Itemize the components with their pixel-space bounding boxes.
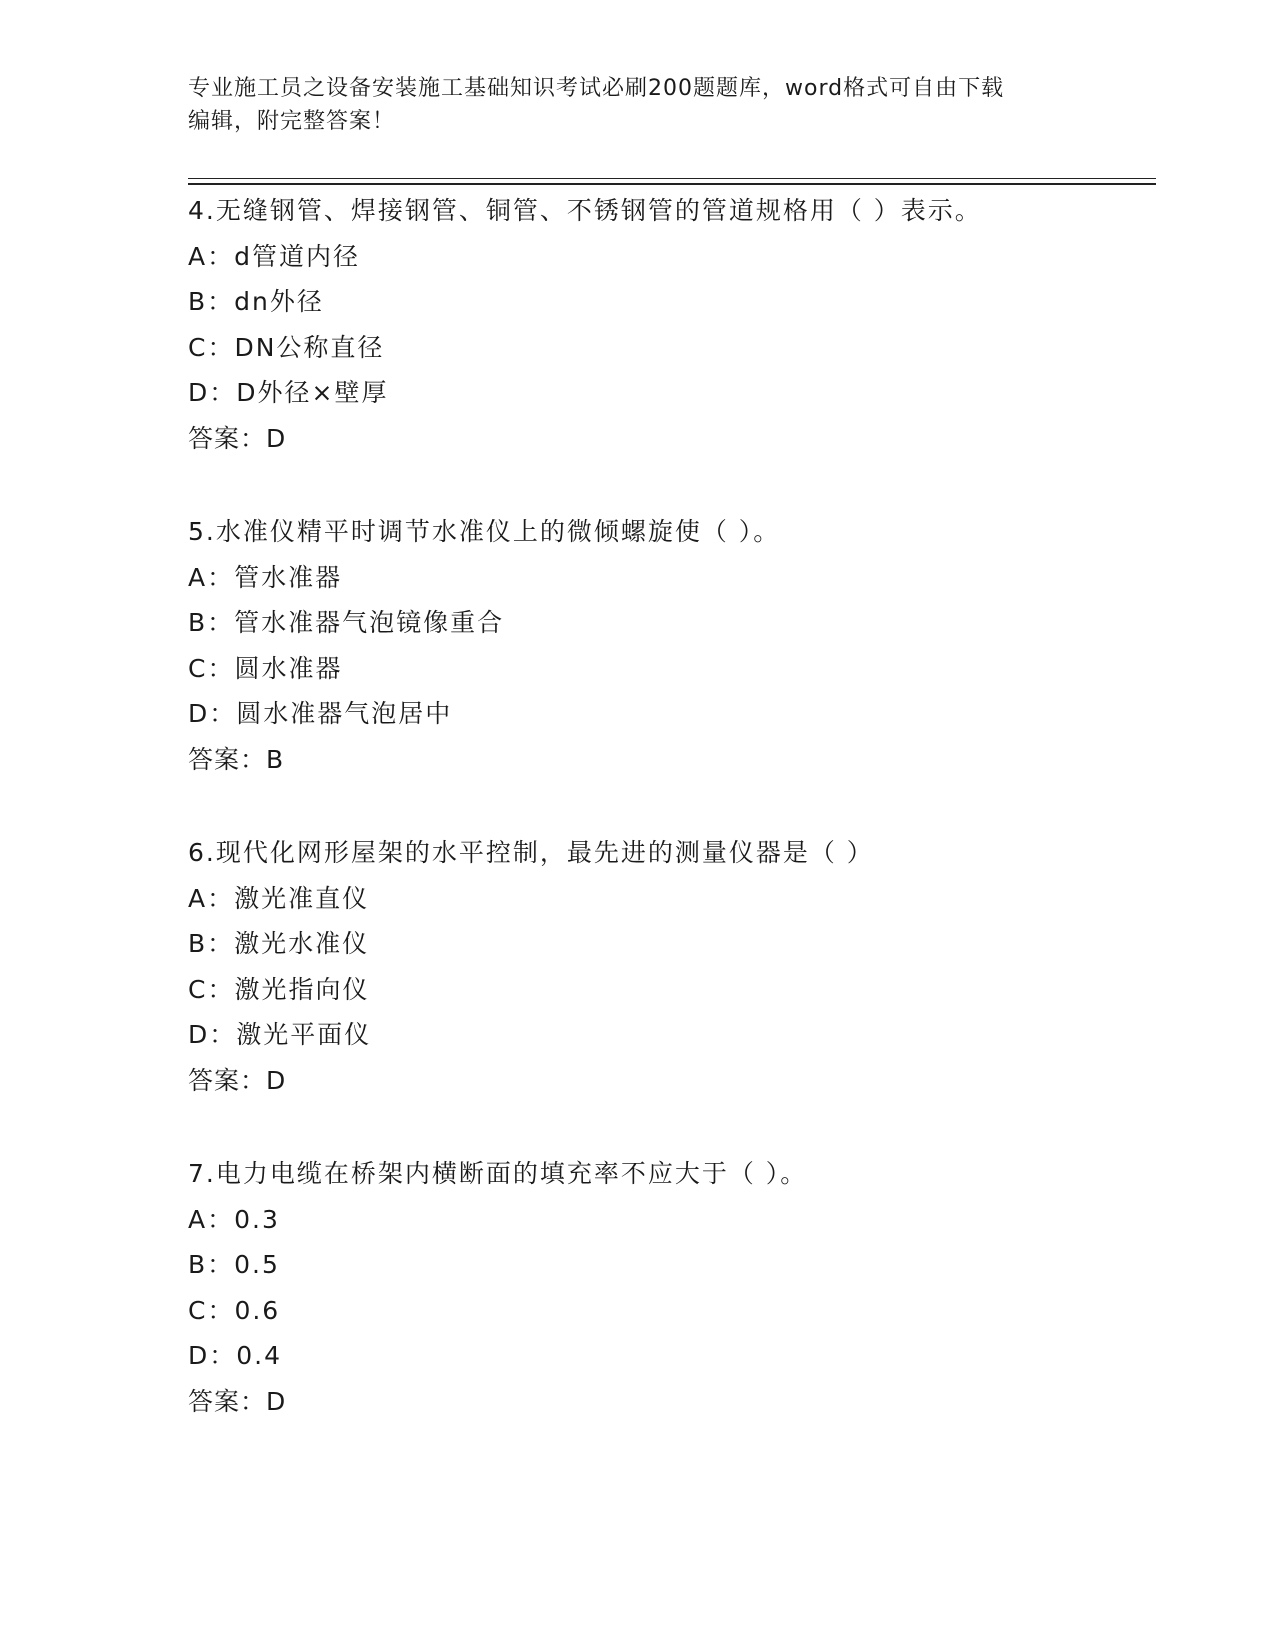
- question-7: [188, 1151, 1156, 1425]
- answer: 答案：D: [188, 1386, 287, 1416]
- option-c: C：0.6: [188, 1295, 281, 1325]
- answer: 答案：B: [188, 744, 285, 774]
- question-6: [188, 830, 1156, 1104]
- question-stem: 4.无缝钢管、焊接钢管、铜管、不锈钢管的管道规格用（ ）表示。: [188, 196, 982, 225]
- question-stem: 7.电力电缆在桥架内横断面的填充率不应大于（ ）。: [188, 1159, 808, 1188]
- option-b: B：激光水准仪: [188, 929, 370, 959]
- option-c: C：圆水准器: [188, 653, 343, 683]
- answer: 答案：D: [188, 1065, 287, 1095]
- header-line-1: 专业施工员之设备安装施工基础知识考试必刷200题题库，word格式可自由下载: [188, 76, 1005, 101]
- option-c: C：DN公称直径: [188, 332, 385, 362]
- question-5: [188, 509, 1156, 783]
- header-divider-thick: [188, 183, 1156, 185]
- option-d: D：D外径×壁厚: [188, 378, 389, 408]
- option-d: D：激光平面仪: [188, 1020, 372, 1050]
- question-stem: 6.现代化网形屋架的水平控制，最先进的测量仪器是（ ）: [188, 838, 874, 867]
- header-divider-thin: [188, 178, 1156, 179]
- option-a: A：管水准器: [188, 562, 343, 592]
- header-line-2: 编辑，附完整答案！: [188, 109, 396, 134]
- option-b: B：dn外径: [188, 287, 324, 317]
- option-a: A：d管道内径: [188, 241, 360, 271]
- question-4: [188, 188, 1156, 462]
- option-c: C：激光指向仪: [188, 974, 370, 1004]
- option-d: D：0.4: [188, 1341, 283, 1371]
- document-header: [188, 72, 1068, 138]
- answer: 答案：D: [188, 423, 287, 453]
- question-stem: 5.水准仪精平时调节水准仪上的微倾螺旋使（ ）。: [188, 517, 781, 546]
- option-a: A：0.3: [188, 1204, 280, 1234]
- option-b: B：0.5: [188, 1250, 280, 1280]
- option-b: B：管水准器气泡镜像重合: [188, 608, 505, 638]
- option-d: D：圆水准器气泡居中: [188, 699, 453, 729]
- option-a: A：激光准直仪: [188, 883, 370, 913]
